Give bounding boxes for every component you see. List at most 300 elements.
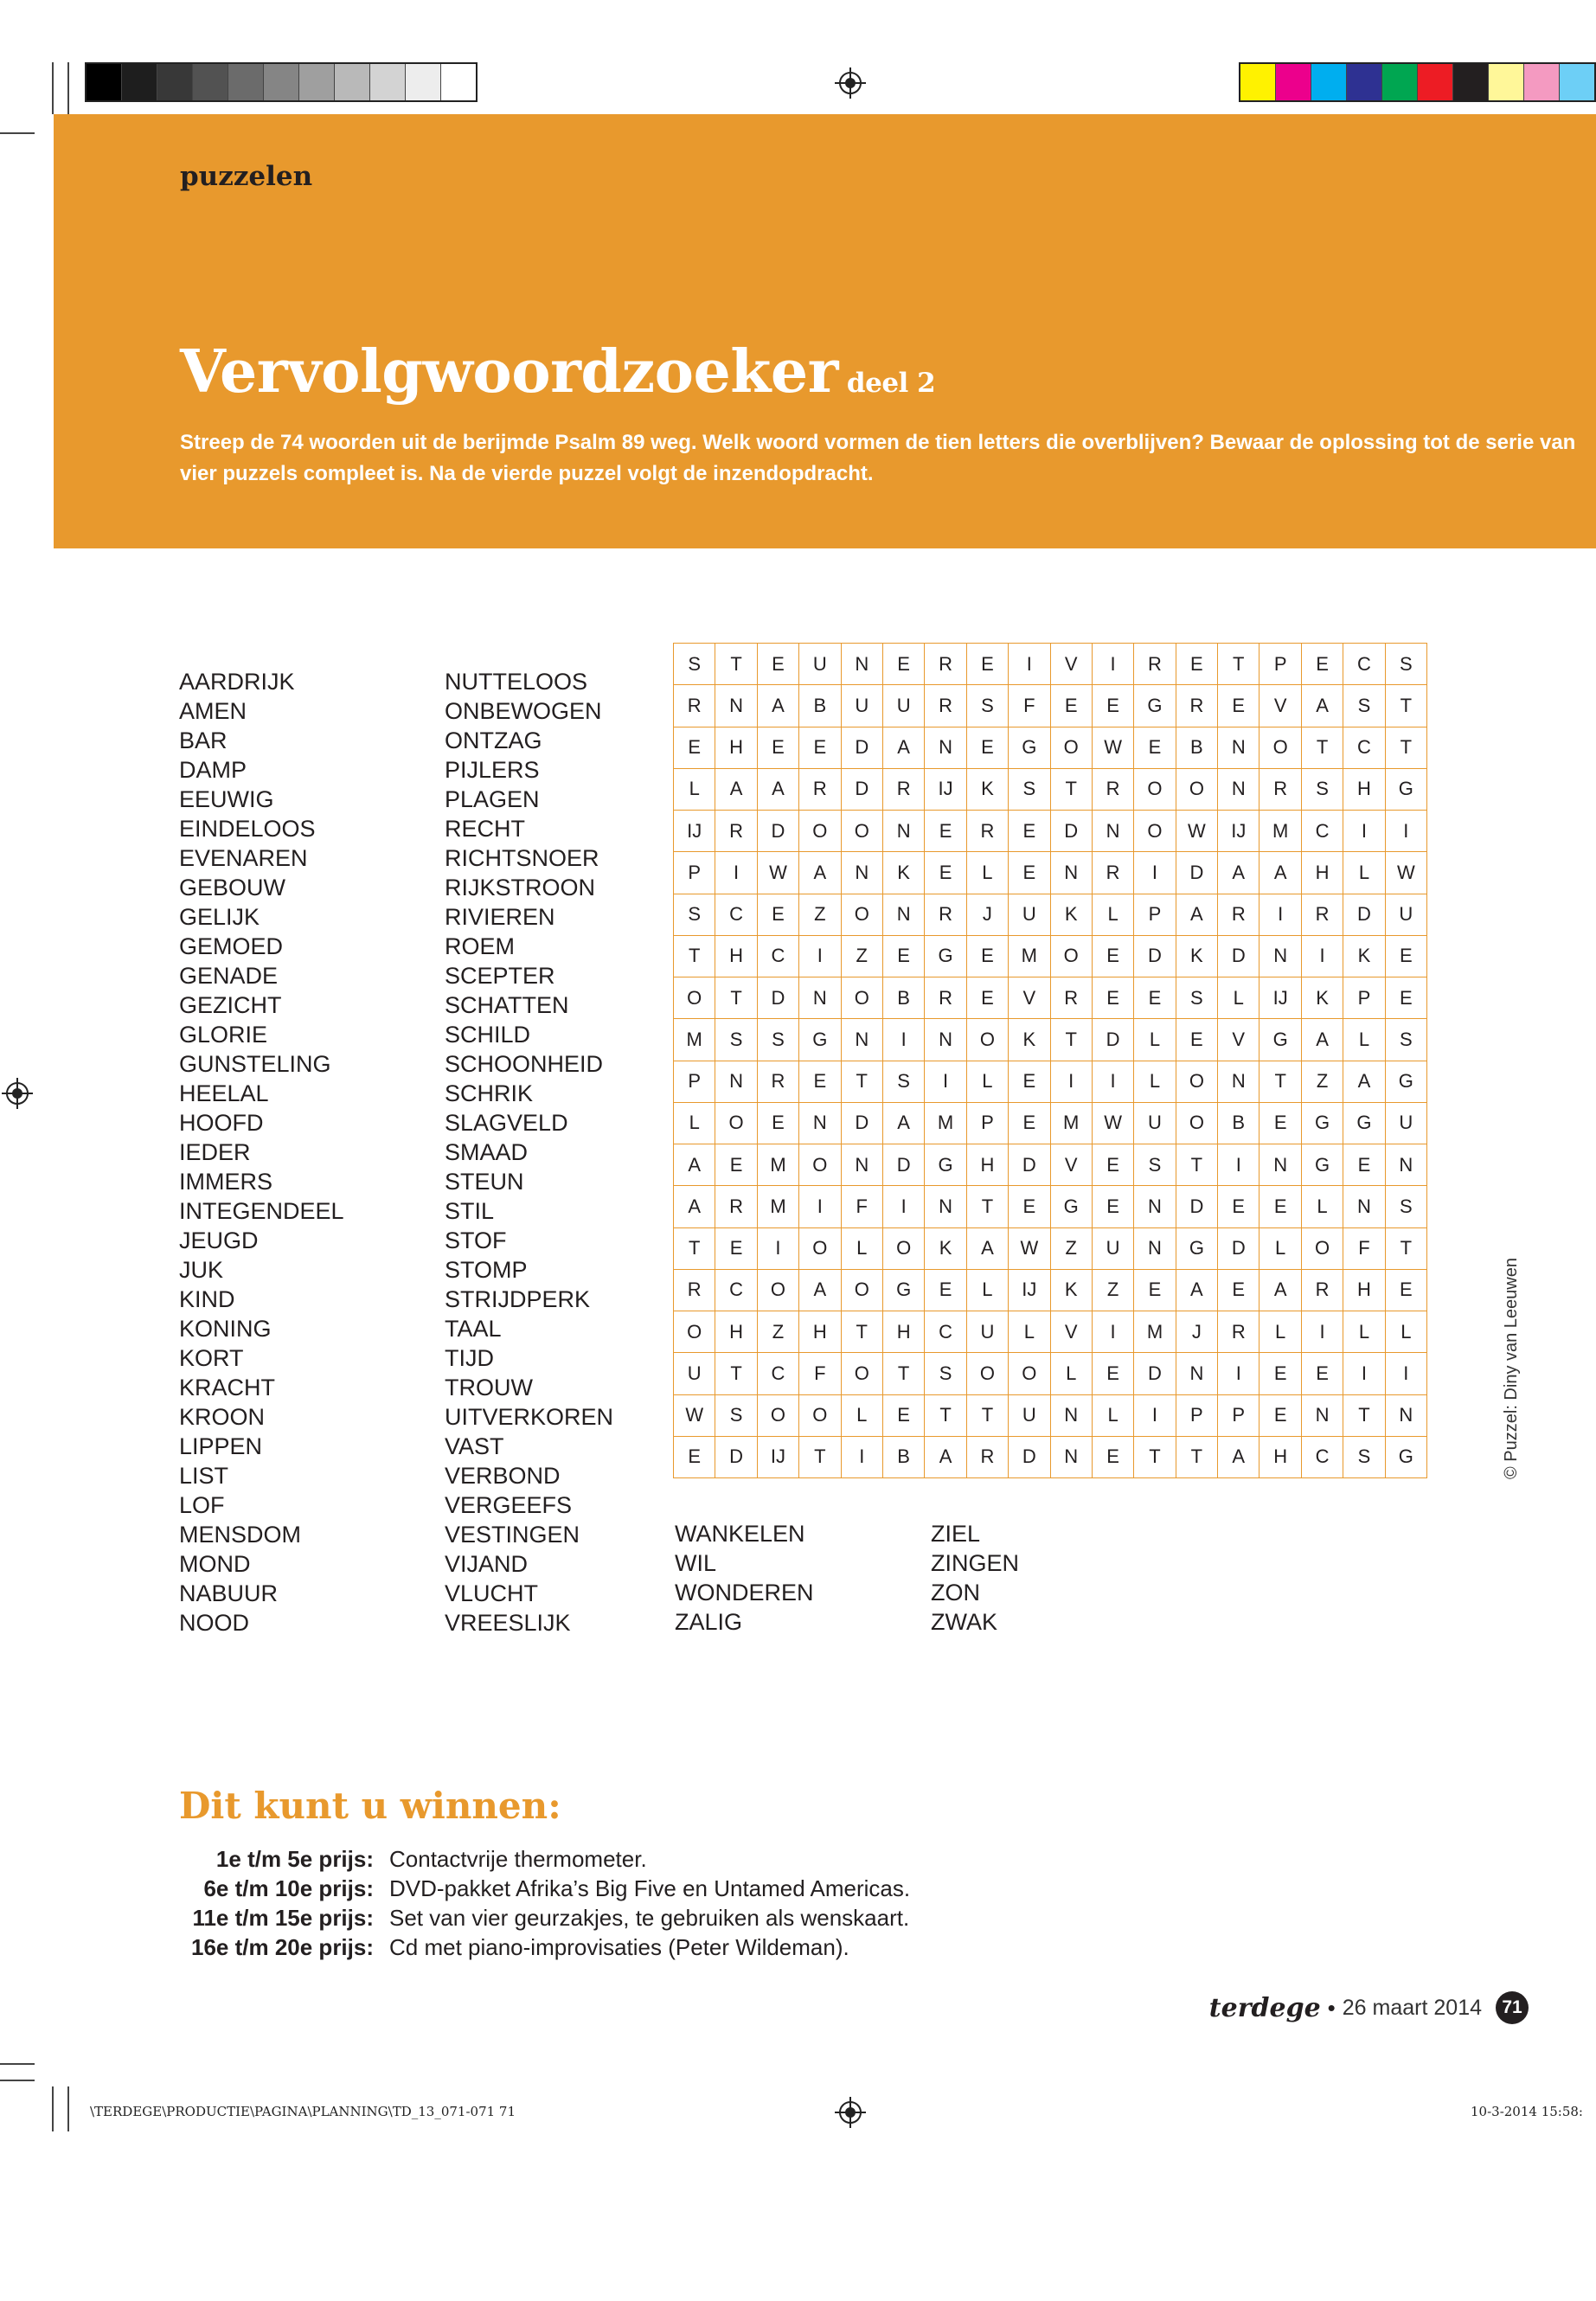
grid-cell: G xyxy=(1051,1186,1093,1227)
grid-cell: H xyxy=(715,727,757,769)
grid-cell: A xyxy=(925,1437,966,1478)
grid-cell: H xyxy=(1259,1437,1301,1478)
grid-cell: W xyxy=(1093,1103,1134,1144)
puzzle-credit: © Puzzel: Diny van Leeuwen xyxy=(1502,1258,1521,1479)
grid-cell: A xyxy=(1259,852,1301,894)
grid-cell: O xyxy=(967,1019,1009,1061)
process-color-bar xyxy=(1239,62,1596,102)
grid-cell: I xyxy=(883,1019,925,1061)
grid-cell: Z xyxy=(758,1311,799,1353)
grid-cell: U xyxy=(1386,1103,1427,1144)
grid-cell: C xyxy=(1302,1437,1343,1478)
grid-cell: M xyxy=(1134,1311,1176,1353)
word-item: ONTZAG xyxy=(445,727,542,753)
grid-cell: K xyxy=(883,852,925,894)
color-swatch xyxy=(1382,64,1418,100)
grid-cell: E xyxy=(1009,1061,1050,1103)
grid-cell: W xyxy=(674,1395,715,1437)
word-item: ZIEL xyxy=(931,1521,981,1547)
word-item: JEUGD xyxy=(179,1227,259,1253)
word-item: AMEN xyxy=(179,698,247,724)
grid-cell: N xyxy=(799,1103,841,1144)
grid-cell: T xyxy=(1343,1395,1385,1437)
grid-cell: IJ xyxy=(674,811,715,852)
grid-cell: U xyxy=(1009,894,1050,936)
grid-cell: K xyxy=(1009,1019,1050,1061)
grid-cell: M xyxy=(1009,936,1050,977)
grid-cell: E xyxy=(1218,1186,1259,1227)
grid-cell: G xyxy=(1134,685,1176,727)
grid-cell: O xyxy=(967,1353,1009,1394)
grid-cell: L xyxy=(674,769,715,811)
grid-cell: N xyxy=(883,811,925,852)
grid-cell: Z xyxy=(1302,1061,1343,1103)
grid-cell: S xyxy=(1176,977,1218,1019)
grid-cell: A xyxy=(967,1228,1009,1270)
grid-cell: G xyxy=(1343,1103,1385,1144)
grid-cell: D xyxy=(1218,1228,1259,1270)
grid-cell: E xyxy=(1259,1103,1301,1144)
prize-row xyxy=(156,1932,910,1962)
grid-cell: U xyxy=(1134,1103,1176,1144)
grid-cell: A xyxy=(1176,894,1218,936)
grid-cell: T xyxy=(799,1437,841,1478)
grid-cell: E xyxy=(1386,1270,1427,1311)
grid-cell: O xyxy=(883,1228,925,1270)
grid-cell: T xyxy=(1134,1437,1176,1478)
grid-cell: E xyxy=(1134,727,1176,769)
grid-cell: E xyxy=(1009,1103,1050,1144)
grid-cell: C xyxy=(758,936,799,977)
grid-cell: E xyxy=(1009,1186,1050,1227)
grid-cell: A xyxy=(1218,1437,1259,1478)
grid-cell: N xyxy=(842,852,883,894)
grid-cell: T xyxy=(674,936,715,977)
grid-cell: I xyxy=(1134,852,1176,894)
word-item: KIND xyxy=(179,1286,235,1312)
grid-cell: U xyxy=(1009,1395,1050,1437)
word-item: TROUW xyxy=(445,1375,533,1400)
prize-description: Set van vier geurzakjes, te gebruiken als wenskaart. xyxy=(389,1905,910,1931)
page-number: 71 xyxy=(1496,1991,1529,2024)
grid-cell: N xyxy=(1134,1186,1176,1227)
grid-cell: B xyxy=(883,977,925,1019)
grid-cell: I xyxy=(1302,936,1343,977)
grid-cell: IJ xyxy=(1259,977,1301,1019)
crop-mark xyxy=(67,62,69,114)
word-item: STIL xyxy=(445,1198,495,1224)
grid-cell: R xyxy=(1259,769,1301,811)
grid-cell: G xyxy=(1386,1437,1427,1478)
grid-cell: N xyxy=(1051,1395,1093,1437)
grid-cell: N xyxy=(842,644,883,685)
color-swatch xyxy=(1347,64,1382,100)
grid-cell: N xyxy=(1218,769,1259,811)
grid-cell: W xyxy=(1176,811,1218,852)
grid-cell: L xyxy=(1343,1311,1385,1353)
grid-cell: W xyxy=(758,852,799,894)
grid-cell: D xyxy=(1176,852,1218,894)
grid-cell: E xyxy=(1176,644,1218,685)
grid-cell: E xyxy=(758,644,799,685)
grid-cell: S xyxy=(1386,1186,1427,1227)
grid-cell: A xyxy=(883,727,925,769)
grid-cell: M xyxy=(758,1144,799,1186)
word-list-column-1 xyxy=(179,667,344,1638)
grid-cell: E xyxy=(1259,1353,1301,1394)
grid-cell: N xyxy=(1093,811,1134,852)
grid-cell: I xyxy=(1009,644,1050,685)
word-item: KRACHT xyxy=(179,1375,276,1400)
grid-cell: L xyxy=(967,852,1009,894)
prize-rank: 6e t/m 10e prijs: xyxy=(203,1875,374,1901)
word-item: STOMP xyxy=(445,1257,528,1283)
grid-cell: IJ xyxy=(1218,811,1259,852)
word-list-column-3 xyxy=(675,1519,814,1637)
crop-mark xyxy=(0,2080,35,2081)
grid-cell: R xyxy=(925,685,966,727)
grid-cell: J xyxy=(1176,1311,1218,1353)
grid-cell: I xyxy=(1218,1144,1259,1186)
grid-cell: IJ xyxy=(1009,1270,1050,1311)
grid-cell: S xyxy=(715,1019,757,1061)
word-item: GEMOED xyxy=(179,933,284,959)
word-item: TAAL xyxy=(445,1316,502,1342)
grid-cell: N xyxy=(883,894,925,936)
title-text: Vervolgwoordzoeker xyxy=(180,337,838,407)
grid-cell: P xyxy=(1218,1395,1259,1437)
grid-cell: G xyxy=(1302,1103,1343,1144)
grid-cell: I xyxy=(715,852,757,894)
grid-cell: A xyxy=(674,1144,715,1186)
word-item: STOF xyxy=(445,1227,507,1253)
grid-cell: R xyxy=(674,685,715,727)
grid-cell: E xyxy=(715,1144,757,1186)
grid-cell: O xyxy=(1176,1103,1218,1144)
grid-cell: D xyxy=(842,727,883,769)
grid-cell: S xyxy=(758,1019,799,1061)
grid-cell: S xyxy=(1386,1019,1427,1061)
grid-cell: L xyxy=(1343,852,1385,894)
color-swatch xyxy=(157,64,193,100)
grid-cell: E xyxy=(1093,1186,1134,1227)
crop-mark xyxy=(0,2063,35,2065)
grid-cell: U xyxy=(799,644,841,685)
grid-cell: O xyxy=(1134,769,1176,811)
word-item: EVENAREN xyxy=(179,845,308,871)
grid-cell: E xyxy=(1259,1395,1301,1437)
grid-cell: R xyxy=(715,1186,757,1227)
word-item: SMAAD xyxy=(445,1139,529,1165)
grid-cell: O xyxy=(1176,1061,1218,1103)
grid-cell: R xyxy=(1134,644,1176,685)
grid-cell: P xyxy=(1259,644,1301,685)
grid-cell: T xyxy=(925,1395,966,1437)
word-item: GELIJK xyxy=(179,904,260,930)
grid-cell: N xyxy=(1051,852,1093,894)
grid-cell: E xyxy=(1218,685,1259,727)
grid-cell: E xyxy=(1051,685,1093,727)
word-item: NABUUR xyxy=(179,1580,279,1606)
section-kicker: puzzelen xyxy=(180,161,313,192)
prizes-list xyxy=(156,1844,910,1962)
grid-cell: E xyxy=(1302,644,1343,685)
word-item: ZINGEN xyxy=(931,1550,1020,1576)
grid-cell: O xyxy=(799,1228,841,1270)
grid-cell: J xyxy=(967,894,1009,936)
prize-rank: 1e t/m 5e prijs: xyxy=(215,1846,374,1872)
grid-cell: T xyxy=(1176,1437,1218,1478)
grid-cell: N xyxy=(1134,1228,1176,1270)
grid-cell: L xyxy=(842,1395,883,1437)
word-item: VLUCHT xyxy=(445,1580,539,1606)
word-item: ZWAK xyxy=(931,1609,997,1635)
word-item: HEELAL xyxy=(179,1080,269,1106)
grid-cell: S xyxy=(1134,1144,1176,1186)
grid-cell: E xyxy=(1093,685,1134,727)
grid-cell: R xyxy=(799,769,841,811)
grid-cell: D xyxy=(1176,1186,1218,1227)
color-swatch xyxy=(193,64,228,100)
color-swatch xyxy=(228,64,264,100)
grid-cell: W xyxy=(1386,852,1427,894)
color-swatch xyxy=(264,64,299,100)
grid-cell: K xyxy=(1051,1270,1093,1311)
word-item: RIJKSTROON xyxy=(445,875,596,901)
grid-cell: E xyxy=(758,1103,799,1144)
grid-cell: H xyxy=(1343,769,1385,811)
prizes-title: Dit kunt u winnen: xyxy=(179,1785,561,1827)
color-swatch xyxy=(1560,64,1594,100)
grid-cell: H xyxy=(1343,1270,1385,1311)
grid-cell: L xyxy=(1259,1228,1301,1270)
grid-cell: T xyxy=(842,1311,883,1353)
grid-cell: T xyxy=(674,1228,715,1270)
grid-cell: S xyxy=(1302,769,1343,811)
word-item: KORT xyxy=(179,1345,244,1371)
grid-cell: I xyxy=(1093,1311,1134,1353)
crop-mark xyxy=(52,2086,54,2131)
grid-cell: D xyxy=(715,1437,757,1478)
grid-cell: P xyxy=(674,1061,715,1103)
grid-cell: S xyxy=(883,1061,925,1103)
grid-cell: W xyxy=(1009,1228,1050,1270)
word-item: SCHATTEN xyxy=(445,992,569,1018)
color-swatch xyxy=(299,64,335,100)
word-item: KROON xyxy=(179,1404,266,1430)
grid-cell: E xyxy=(925,811,966,852)
color-swatch xyxy=(1311,64,1347,100)
grid-cell: M xyxy=(925,1103,966,1144)
word-item: HOOFD xyxy=(179,1110,264,1136)
word-item: IMMERS xyxy=(179,1169,272,1195)
grid-cell: I xyxy=(799,1186,841,1227)
grid-cell: L xyxy=(1386,1311,1427,1353)
grid-cell: O xyxy=(842,894,883,936)
grid-cell: R xyxy=(967,811,1009,852)
grid-cell: G xyxy=(1386,1061,1427,1103)
crop-mark xyxy=(52,62,54,114)
grid-cell: O xyxy=(799,1144,841,1186)
grid-cell: I xyxy=(1093,644,1134,685)
grid-cell: A xyxy=(1302,685,1343,727)
grid-cell: E xyxy=(967,727,1009,769)
word-item: GEZICHT xyxy=(179,992,282,1018)
word-item: BAR xyxy=(179,727,228,753)
title-part-label: deel 2 xyxy=(846,368,936,399)
grid-cell: T xyxy=(842,1061,883,1103)
grid-cell: P xyxy=(1176,1395,1218,1437)
grid-cell: O xyxy=(842,977,883,1019)
grid-cell: E xyxy=(758,894,799,936)
grid-cell: E xyxy=(925,1270,966,1311)
word-item: TIJD xyxy=(445,1345,494,1371)
grid-cell: I xyxy=(758,1228,799,1270)
file-path-slug: \TERDEGE\PRODUCTIE\PAGINA\PLANNING\TD_13_071-071 71 xyxy=(90,2104,516,2119)
grid-cell: D xyxy=(1009,1437,1050,1478)
word-item: ONBEWOGEN xyxy=(445,698,602,724)
grid-cell: D xyxy=(842,1103,883,1144)
grid-cell: T xyxy=(715,644,757,685)
grid-cell: R xyxy=(883,769,925,811)
grid-cell: E xyxy=(758,727,799,769)
grid-cell: N xyxy=(715,685,757,727)
grid-cell: D xyxy=(758,977,799,1019)
grid-cell: N xyxy=(799,977,841,1019)
grid-cell: E xyxy=(883,644,925,685)
grid-cell: H xyxy=(1302,852,1343,894)
grid-cell: L xyxy=(1134,1019,1176,1061)
registration-mark-icon xyxy=(835,2097,866,2128)
grid-cell: G xyxy=(1009,727,1050,769)
prize-row xyxy=(156,1874,910,1903)
crop-mark xyxy=(0,132,35,134)
grid-cell: U xyxy=(842,685,883,727)
word-item: RECHT xyxy=(445,816,525,842)
grid-cell: G xyxy=(925,1144,966,1186)
word-item: NUTTELOOS xyxy=(445,669,588,695)
word-item: WANKELEN xyxy=(675,1521,805,1547)
grid-cell: M xyxy=(1051,1103,1093,1144)
grid-cell: N xyxy=(1343,1186,1385,1227)
prize-rank: 16e t/m 20e prijs: xyxy=(191,1934,374,1960)
grid-cell: A xyxy=(799,1270,841,1311)
word-item: STEUN xyxy=(445,1169,524,1195)
word-item: ZON xyxy=(931,1580,980,1606)
grid-cell: E xyxy=(1259,1186,1301,1227)
grid-cell: N xyxy=(1259,936,1301,977)
grid-cell: V xyxy=(1009,977,1050,1019)
grid-cell: IJ xyxy=(758,1437,799,1478)
grid-cell: S xyxy=(674,894,715,936)
grid-cell: F xyxy=(799,1353,841,1394)
grid-cell: E xyxy=(1009,811,1050,852)
grid-cell: C xyxy=(715,1270,757,1311)
grid-cell: G xyxy=(799,1019,841,1061)
word-item: WONDEREN xyxy=(675,1580,814,1606)
grid-cell: R xyxy=(1093,852,1134,894)
grid-cell: V xyxy=(1051,1144,1093,1186)
word-item: RIVIEREN xyxy=(445,904,555,930)
grid-cell: D xyxy=(883,1144,925,1186)
word-item: SCHILD xyxy=(445,1022,531,1048)
grid-cell: N xyxy=(1218,1061,1259,1103)
color-swatch xyxy=(87,64,122,100)
grid-cell: O xyxy=(674,1311,715,1353)
grid-cell: Z xyxy=(1093,1270,1134,1311)
word-item: UITVERKOREN xyxy=(445,1404,614,1430)
grid-cell: O xyxy=(758,1270,799,1311)
grid-cell: I xyxy=(883,1186,925,1227)
grid-cell: L xyxy=(1218,977,1259,1019)
grid-cell: E xyxy=(883,1395,925,1437)
word-item: RICHTSNOER xyxy=(445,845,599,871)
grid-cell: V xyxy=(1051,644,1093,685)
grid-cell: T xyxy=(1302,727,1343,769)
grid-cell: K xyxy=(925,1228,966,1270)
grid-cell: E xyxy=(1302,1353,1343,1394)
grid-cell: E xyxy=(1093,936,1134,977)
grid-cell: L xyxy=(1134,1061,1176,1103)
grid-cell: E xyxy=(883,936,925,977)
grid-cell: E xyxy=(1343,1144,1385,1186)
grid-cell: O xyxy=(799,1395,841,1437)
grid-cell: T xyxy=(1386,685,1427,727)
grid-cell: E xyxy=(1093,1353,1134,1394)
grid-cell: R xyxy=(715,811,757,852)
grid-cell: C xyxy=(1343,644,1385,685)
page-title xyxy=(180,337,935,407)
word-item: ZALIG xyxy=(675,1609,743,1635)
grid-cell: H xyxy=(715,936,757,977)
header-band xyxy=(54,114,1596,548)
grid-cell: E xyxy=(1386,977,1427,1019)
grid-cell: R xyxy=(925,894,966,936)
grid-cell: T xyxy=(1386,1228,1427,1270)
folio-separator: • xyxy=(1327,1994,1336,2021)
grid-cell: T xyxy=(967,1186,1009,1227)
grid-cell: F xyxy=(842,1186,883,1227)
grid-cell: M xyxy=(674,1019,715,1061)
color-swatch xyxy=(1524,64,1560,100)
grid-cell: M xyxy=(1259,811,1301,852)
grid-cell: P xyxy=(1343,977,1385,1019)
grid-cell: F xyxy=(1009,685,1050,727)
grid-cell: A xyxy=(1343,1061,1385,1103)
grid-cell: I xyxy=(799,936,841,977)
grid-cell: T xyxy=(715,1353,757,1394)
grid-cell: A xyxy=(715,769,757,811)
prize-row xyxy=(156,1844,910,1874)
grid-cell: S xyxy=(1386,644,1427,685)
grid-cell: N xyxy=(1259,1144,1301,1186)
grid-cell: A xyxy=(1218,852,1259,894)
grid-cell: B xyxy=(1176,727,1218,769)
grid-cell: A xyxy=(1259,1270,1301,1311)
grid-cell: I xyxy=(925,1061,966,1103)
grid-cell: H xyxy=(967,1144,1009,1186)
grid-cell: E xyxy=(1093,1144,1134,1186)
word-list-column-2 xyxy=(445,667,613,1638)
grid-cell: S xyxy=(967,685,1009,727)
word-item: AARDRIJK xyxy=(179,669,295,695)
grid-cell: D xyxy=(842,769,883,811)
grid-cell: O xyxy=(1051,936,1093,977)
registration-mark-icon xyxy=(835,67,866,99)
grid-cell: A xyxy=(674,1186,715,1227)
grid-cell: K xyxy=(1176,936,1218,977)
color-swatch xyxy=(1418,64,1453,100)
